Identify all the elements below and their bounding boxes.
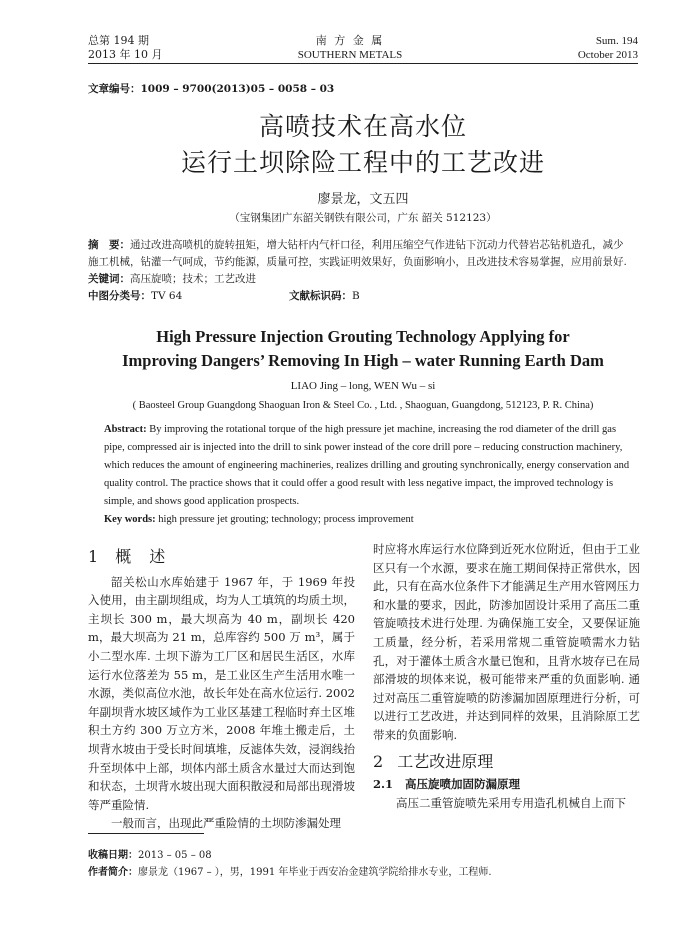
author-bio-text: 廖景龙（1967 – ），男，1991 年毕业于西安冶金建筑学院给排水专业，工程师. xyxy=(138,867,492,878)
abstract-en-line-1 xyxy=(104,421,638,439)
right-column-paragraph-1: 时应将水库运行水位降到近死水位附近，但由于工业区只有一个水源，要求在施工期间保持正常供水，因此，只有在高水位条件下才能满足生产用水管网压力和水量的要求，因此，防渗加固设计采用了高压二重管旋喷技术进行处理. 为确保施工安全，又要保证施工质量，经分析，若采用常规二重管旋喷需水力钻孔，对于灌体土质含水量已饱和，且背水坡存已在局部滑坡的坝体来说，极可能带来严重的负面影响. 通过对高压二重管旋喷的防渗漏加固原理进行分析，可以进行工艺改进，并达到同样的效果，且消除原工艺带来的负面影响. xyxy=(373,542,640,742)
issue-date: 2013 年 10 月 xyxy=(88,48,163,61)
keywords-en-label: Key words: xyxy=(104,514,156,525)
abstract-cn-label: 摘 要： xyxy=(88,239,130,251)
subsection-2-1-title: 高压旋喷加固防漏原理 xyxy=(405,777,521,792)
abstract-cn-text-2: 施工机械，钻灌一气呵成，节约能源，质量可控，实践证明效果好，负面影响小，且改进技术容易掌握，应用前景好. xyxy=(88,256,627,268)
abstract-en-label: Abstract: xyxy=(104,424,147,435)
keywords-cn xyxy=(88,271,638,288)
issue-date-en: October 2013 xyxy=(577,49,638,61)
section-2-title: 工艺改进原理 xyxy=(397,751,494,771)
subsection-2-1-heading xyxy=(373,775,640,794)
title-cn xyxy=(88,109,638,181)
abstract-en-text-2: pipe, compressed air is injected into the drill to sink power instead of the core drill pore – reducing construction machinery, xyxy=(104,442,623,453)
section-1-number: 1 xyxy=(88,547,100,566)
classification-row xyxy=(88,288,638,305)
section-1-title: 概 述 xyxy=(115,547,167,566)
issue-number: 总第 194 期 xyxy=(88,34,149,47)
running-header-left xyxy=(88,34,162,62)
author-bio-label: 作者简介： xyxy=(88,867,138,878)
title-cn-line-1: 高喷技术在高水位 xyxy=(258,112,467,141)
abstract-en-text-4: quality control. The practice shows that it could offer a good result with less negative impact, the improved technology is xyxy=(104,478,614,489)
received-date xyxy=(88,847,492,864)
left-column xyxy=(88,548,355,833)
section-1-paragraph-1: 韶关松山水库始建于 1967 年，于 1969 年投入使用，由主副坝组成，均为人工填筑的均质土坝，主坝长 300 m，最大坝高为 40 m，副坝长 420 m，最大坝高为 21 m，总库容约 500 万 m³，属于小二型水库. 土坝下游为工厂区和居民生活区，水库运行水位落差为 55 m，是工业区生产生活用水唯一水源，类似高位水池，故长年处在高水位运行. 2002 年副坝背水坡区域作为工业区基建工程临时弃土区堆积土方约 300 万立方米，2008 年堆土搬走后，土坝背水坡由于受长时间填堆，反滤体失效，浸润线抬升至坝体中上部，坝体内部土质含水量过大而达到饱和状态，土坝背水坡出现大面积散浸和局部出现滑坡等严重险情. xyxy=(88,574,355,812)
issue-sum: Sum. 194 xyxy=(595,35,638,47)
abstract-en-text-5: simple, and shows good application prospects. xyxy=(104,496,300,507)
journal-name-en: SOUTHERN METALS xyxy=(297,49,403,61)
authors-cn: 廖景龙，文五四 xyxy=(317,192,409,207)
abstract-cn-text-1: 通过改进高喷机的旋转扭矩，增大钻杆内气杆口径，利用压缩空气作进钻下沉动力代替岩芯钻机造孔，减少 xyxy=(130,239,624,251)
title-cn-line-2: 运行土坝除险工程中的工艺改进 xyxy=(180,148,545,177)
abstract-en-text-1: By improving the rotational torque of the high pressure jet machine, increasing the rod diameter of the drill gas xyxy=(149,424,617,435)
running-header-center xyxy=(250,34,450,62)
title-en xyxy=(88,325,638,373)
article-number: 文章编号：1009 – 9700(2013)05 – 0058 – 03 xyxy=(88,83,335,95)
section-1-paragraph-2: 一般而言，出现此严重险情的土坝防渗漏处理 xyxy=(111,816,341,831)
subsection-2-1-number: 2.1 xyxy=(373,777,394,792)
keywords-en xyxy=(104,511,638,529)
received-label: 收稿日期： xyxy=(88,850,138,861)
subsection-2-1-paragraph: 高压二重管旋喷先采用专用造孔机械自上而下 xyxy=(396,795,626,810)
section-1-heading xyxy=(88,548,355,567)
abstract-cn-line-1 xyxy=(88,237,638,254)
author-bio xyxy=(88,864,492,881)
title-en-line-1: High Pressure Injection Grouting Technology Applying for xyxy=(156,327,570,346)
footnote-rule xyxy=(88,833,204,834)
keywords-en-text: high pressure jet grouting; technology; process improvement xyxy=(158,514,414,525)
section-2-number: 2 xyxy=(373,751,384,771)
running-header-right xyxy=(538,34,638,62)
doc-code-value: B xyxy=(351,290,360,302)
keywords-cn-text: 高压旋喷；技术；工艺改进 xyxy=(130,273,256,285)
keywords-cn-label: 关键词： xyxy=(88,273,130,285)
affiliation-en: ( Baosteel Group Guangdong Shaoguan Iron & Steel Co. , Ltd. , Shaoguan, Guangdong, 512123, P. R. China) xyxy=(132,400,594,411)
abstract-en-text-3: which reduces the amount of engineering machineries, realizes drilling and grouting synchronically, energy conservation and xyxy=(104,460,630,471)
section-2-heading xyxy=(373,753,640,772)
doc-code-label: 文献标识码： xyxy=(288,290,352,302)
footnote xyxy=(88,847,492,881)
affiliation-cn: （宝钢集团广东韶关钢铁有限公司，广东 韶关 512123） xyxy=(229,212,497,224)
received-value: 2013 – 05 – 08 xyxy=(138,850,212,861)
journal-name-cn: 南 方 金 属 xyxy=(315,34,385,47)
clc-value: TV 64 xyxy=(151,290,183,302)
authors-en: LIAO Jing – long, WEN Wu – si xyxy=(290,380,436,392)
title-en-line-2: Improving Dangers’ Removing In High – water Running Earth Dam xyxy=(122,351,604,370)
right-column xyxy=(373,540,640,812)
header-rule xyxy=(88,63,638,64)
clc-label: 中图分类号： xyxy=(88,290,151,302)
abstract-cn xyxy=(88,237,638,305)
abstract-en xyxy=(104,421,638,529)
